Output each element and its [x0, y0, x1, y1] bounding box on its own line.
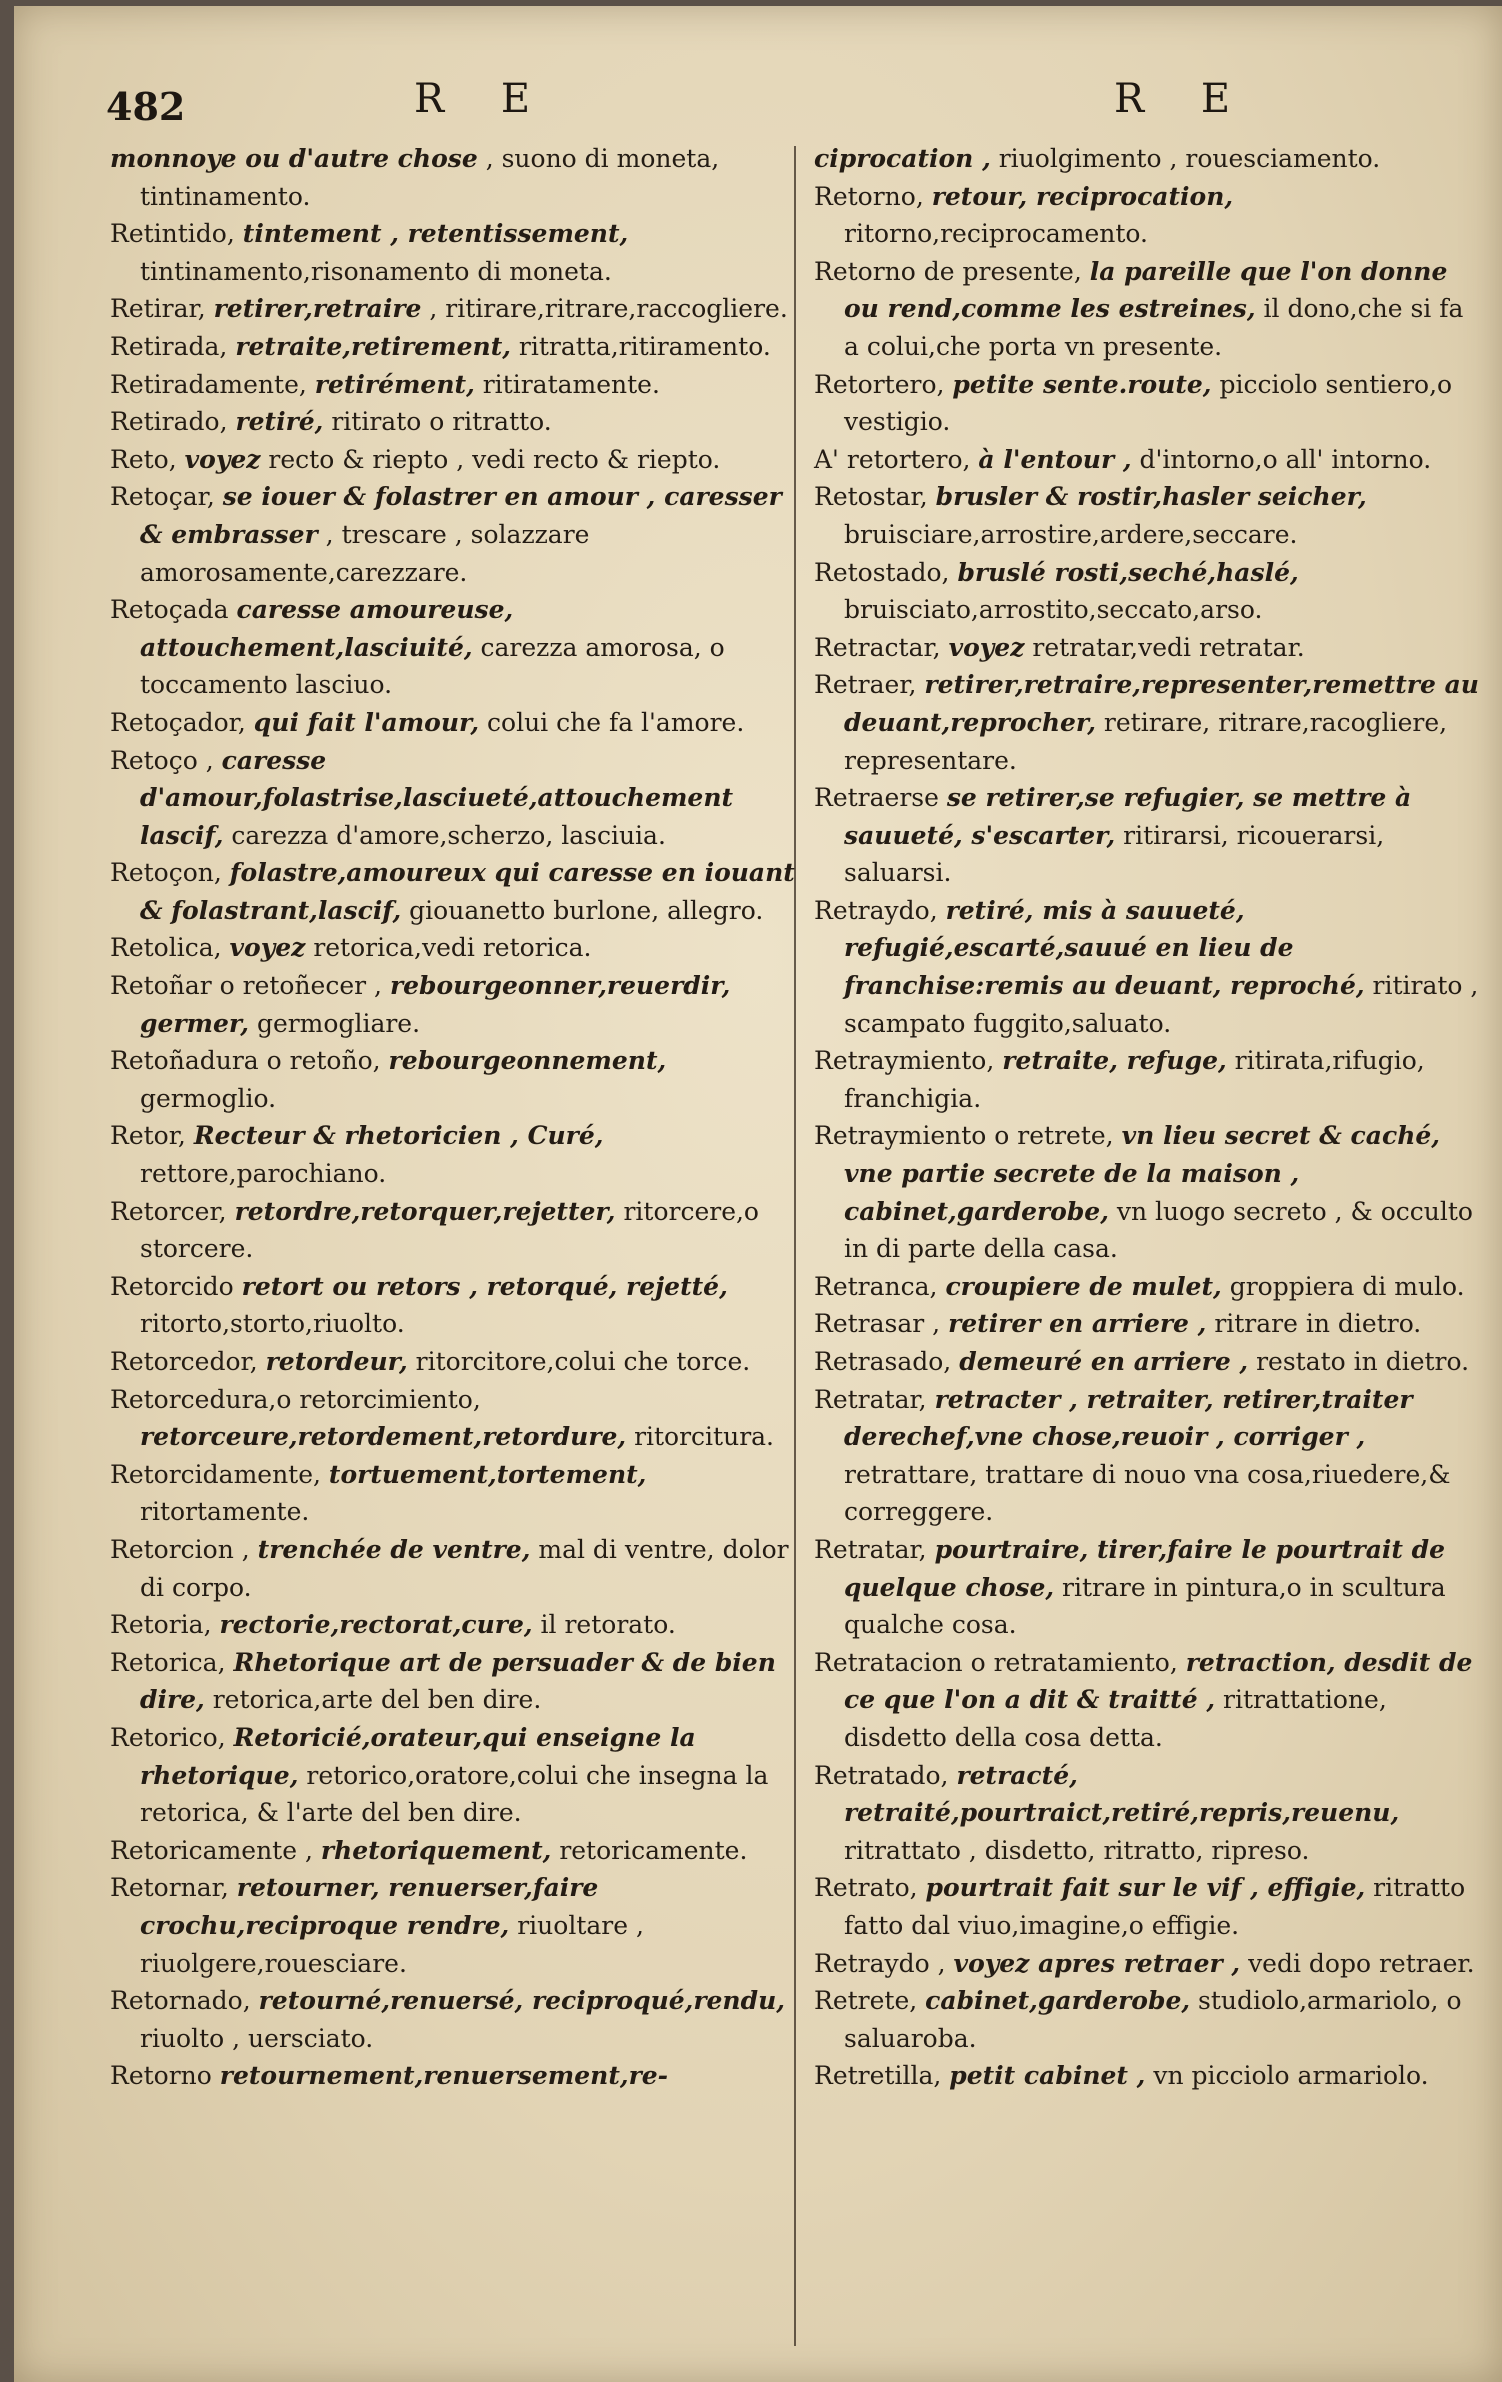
dictionary-entry — [814, 478, 1484, 553]
dictionary-entry — [110, 403, 800, 441]
french-gloss: brusler & rostir,hasler seicher, — [935, 482, 1367, 512]
french-gloss: cabinet,garderobe, — [925, 1986, 1191, 2016]
italian-gloss: retrattare, trattare di nouo vna cosa,riuedere,& correggere. — [844, 1459, 1451, 1527]
italian-gloss: ritirato o ritratto. — [331, 407, 552, 437]
french-gloss: Retoricié,orateur,qui enseigne la rhetorique, — [140, 1722, 696, 1790]
dictionary-entry — [110, 1644, 800, 1719]
headword: Retoricamente , — [110, 1835, 313, 1865]
dictionary-entry — [110, 478, 800, 591]
italian-gloss: retratar,vedi retratar. — [1032, 632, 1305, 662]
italian-gloss: bruisciato,arrostito,seccato,arso. — [844, 595, 1263, 625]
italian-gloss: ritortamente. — [140, 1497, 310, 1527]
headword: Retirado, — [110, 407, 228, 437]
headword: Retraydo , — [814, 1948, 946, 1978]
dictionary-entry — [110, 1869, 800, 1982]
dictionary-entry — [814, 629, 1484, 667]
headword: Retrasar , — [814, 1309, 941, 1339]
french-gloss: qui fait l'amour, — [253, 707, 480, 737]
book-page — [14, 6, 1502, 2382]
dictionary-entry — [110, 290, 800, 328]
headword: Retorcido — [110, 1271, 234, 1301]
french-gloss: retorceure,retordement,retordure, — [140, 1422, 627, 1452]
dictionary-entry — [814, 2057, 1484, 2095]
dictionary-entry — [814, 1268, 1484, 1306]
dictionary-entry — [814, 1343, 1484, 1381]
french-gloss: retourner, renuerser,faire crochu,reciproque rendre, — [140, 1873, 599, 1940]
french-gloss: pourtrait fait sur le vif , effigie, — [925, 1873, 1366, 1903]
french-gloss: retraite,retirement, — [235, 331, 511, 361]
headword: Retoçada — [110, 595, 229, 625]
headword: Retrete, — [814, 1986, 918, 2016]
italian-gloss: ritorcitura. — [634, 1422, 775, 1452]
french-gloss: rhetoriquement, — [320, 1835, 552, 1865]
headword: Retratacion o retratamiento, — [814, 1647, 1178, 1677]
italian-gloss: giouanetto burlone, allegro. — [409, 895, 764, 925]
headword: Retirar, — [110, 294, 206, 324]
italian-gloss: ritrattato , disdetto, ritratto, ripreso. — [844, 1835, 1310, 1865]
french-gloss: retraction, desdit de ce que l'on a dit & traitté , — [844, 1647, 1473, 1715]
french-gloss: tortuement,tortement, — [328, 1459, 647, 1489]
italian-gloss: ritorno,reciprocamento. — [844, 219, 1148, 249]
dictionary-entry — [110, 1719, 800, 1832]
headword: Retorno — [110, 2061, 212, 2091]
dictionary-entry — [814, 1945, 1484, 1983]
italian-gloss: carezza d'amore,scherzo, lasciuia. — [231, 820, 666, 850]
dictionary-entry — [110, 1832, 800, 1870]
headword: A' retortero, — [814, 444, 971, 474]
italian-gloss: recto & riepto , vedi recto & riepto. — [268, 444, 721, 474]
italian-gloss: germogliare. — [256, 1008, 421, 1038]
headword: Retoñadura o retoño, — [110, 1046, 381, 1076]
dictionary-entry — [110, 742, 800, 855]
french-gloss: retour, reciprocation, — [931, 181, 1234, 211]
french-gloss: retordre,retorquer,rejetter, — [234, 1196, 616, 1226]
headword: Retorico, — [110, 1722, 226, 1752]
french-gloss: retournement,renuersement,re- — [219, 2061, 669, 2091]
italian-gloss: retoricamente. — [559, 1835, 748, 1865]
french-gloss: ciprocation , — [814, 144, 991, 173]
dictionary-entry — [814, 253, 1484, 366]
french-gloss: caresse d'amour,folastrise,lasciueté,attouchement lascif, — [140, 745, 734, 850]
french-gloss: se retirer,se refugier, se mettre à sauueté, s'escarter, — [844, 783, 1412, 850]
dictionary-entry — [814, 1644, 1484, 1757]
french-gloss: se iouer & folastrer en amour , caresser & embrasser — [140, 482, 782, 549]
headword: Retratar, — [814, 1534, 927, 1564]
french-gloss: rectorie,rectorat,cure, — [219, 1610, 533, 1640]
dictionary-entry — [110, 2057, 800, 2095]
italian-gloss: riuoltare , riuolgere,rouesciare. — [140, 1910, 644, 1978]
dictionary-entry — [110, 1042, 800, 1117]
headword: Retintido, — [110, 219, 235, 249]
french-gloss: retourné,renuersé, reciproqué,rendu, — [258, 1986, 785, 2016]
italian-gloss: , suono di moneta, tintinamento. — [140, 144, 720, 211]
dictionary-entry — [110, 140, 800, 215]
italian-gloss: ritiratamente. — [482, 369, 660, 399]
headword: Retorcion , — [110, 1534, 250, 1564]
dictionary-entry — [110, 1193, 800, 1268]
dictionary-entry — [110, 441, 800, 479]
headword: Retornado, — [110, 1986, 251, 2016]
headword: Retiradamente, — [110, 369, 307, 399]
dictionary-entry — [110, 1531, 800, 1606]
italian-gloss: retorica,vedi retorica. — [313, 933, 592, 963]
dictionary-entry — [814, 666, 1484, 779]
headword: Retretilla, — [814, 2061, 942, 2091]
headword: Retorcedor, — [110, 1347, 258, 1376]
french-gloss: Recteur & rhetoricien , Curé, — [193, 1121, 604, 1151]
italian-gloss: ritrare in pintura,o in scultura qualche cosa. — [844, 1572, 1446, 1640]
dictionary-entry — [110, 366, 800, 404]
headword: Reto, — [110, 444, 177, 474]
french-gloss: retiré, — [235, 407, 324, 437]
french-gloss: retirer,retraire — [213, 294, 422, 324]
headword: Retraer, — [814, 670, 917, 700]
french-gloss: retirer en arriere , — [948, 1309, 1207, 1339]
french-gloss: retraite, refuge, — [1002, 1046, 1227, 1076]
italian-gloss: il dono,che si fa a colui,che porta vn presente. — [844, 294, 1464, 361]
headword: Retirada, — [110, 331, 228, 361]
italian-gloss: ritorcitore,colui che torce. — [415, 1347, 751, 1376]
dictionary-entry — [110, 1381, 800, 1456]
italian-gloss: mal di ventre, dolor di corpo. — [140, 1534, 789, 1602]
dictionary-entry — [814, 366, 1484, 441]
dictionary-entry — [110, 1606, 800, 1644]
left-column — [110, 140, 800, 2095]
dictionary-entry — [814, 1982, 1484, 2057]
running-head-right: R E — [1114, 76, 1253, 122]
page-number: 482 — [106, 84, 186, 129]
italian-gloss: groppiera di mulo. — [1229, 1271, 1465, 1301]
dictionary-entry — [814, 779, 1484, 892]
french-gloss: retirer,retraire,representer,remettre au deuant,reprocher, — [844, 670, 1479, 737]
headword: Retostar, — [814, 482, 928, 512]
italian-gloss: il retorato. — [540, 1610, 676, 1640]
italian-gloss: ritratta,ritiramento. — [518, 331, 771, 361]
french-gloss: voyez — [948, 632, 1025, 662]
italian-gloss: , trescare , solazzare amorosamente,carezzare. — [140, 519, 590, 587]
italian-gloss: ritirato , scampato fuggito,saluato. — [844, 971, 1479, 1038]
dictionary-entry — [814, 892, 1484, 1042]
dictionary-entry — [110, 1982, 800, 2057]
french-gloss: bruslé rosti,seché,haslé, — [957, 557, 1299, 587]
french-gloss: retort ou retors , retorqué, rejetté, — [241, 1271, 728, 1301]
headword: Retraymiento o retrete, — [814, 1121, 1114, 1151]
dictionary-entry — [110, 929, 800, 967]
dictionary-entry — [814, 140, 1484, 178]
dictionary-entry — [110, 328, 800, 366]
italian-gloss: riuolto , uersciato. — [140, 2023, 374, 2053]
headword: Retoria, — [110, 1610, 212, 1640]
italian-gloss: ritrare in dietro. — [1214, 1309, 1422, 1339]
dictionary-entry — [814, 1117, 1484, 1267]
italian-gloss: ritorto,storto,riuolto. — [140, 1309, 405, 1339]
dictionary-entry — [814, 1869, 1484, 1944]
headword: Retolica, — [110, 933, 222, 963]
headword: Retractar, — [814, 632, 941, 662]
italian-gloss: retirare, ritrare,racogliere, representare. — [844, 707, 1448, 775]
dictionary-entry — [110, 967, 800, 1042]
italian-gloss: retorica,arte del ben dire. — [212, 1685, 542, 1715]
dictionary-entry — [814, 1531, 1484, 1644]
italian-gloss: , ritirare,ritrare,raccogliere. — [429, 294, 788, 324]
italian-gloss: ritratto fatto dal viuo,imagine,o effigie. — [844, 1873, 1466, 1940]
headword: Retratado, — [814, 1760, 949, 1790]
italian-gloss: carezza amorosa, o toccamento lasciuo. — [140, 632, 725, 700]
headword: Retratar, — [814, 1384, 927, 1414]
headword: Retraydo, — [814, 895, 938, 925]
dictionary-entry — [110, 854, 800, 929]
headword: Retorcer, — [110, 1196, 227, 1226]
italian-gloss: d'intorno,o all' intorno. — [1139, 444, 1432, 474]
french-gloss: retordeur, — [265, 1347, 408, 1376]
headword: Retostado, — [814, 557, 950, 587]
dictionary-entry — [814, 1305, 1484, 1343]
italian-gloss: tintinamento,risonamento di moneta. — [140, 256, 612, 286]
french-gloss: voyez — [229, 933, 306, 963]
dictionary-entry — [814, 1381, 1484, 1531]
french-gloss: rebourgeonnement, — [388, 1046, 667, 1076]
french-gloss: retracter , retraiter, retirer,traiter derechef,vne chose,reuoir , corriger , — [844, 1384, 1413, 1452]
italian-gloss: studiolo,armariolo, o saluaroba. — [844, 1986, 1462, 2053]
italian-gloss: ritirata,rifugio, franchigia. — [844, 1046, 1425, 1113]
french-gloss: monnoye ou d'autre chose — [110, 144, 478, 173]
italian-gloss: ritirarsi, ricouerarsi, saluarsi. — [844, 820, 1385, 888]
italian-gloss: vn luogo secreto , & occulto in di parte della casa. — [844, 1196, 1473, 1264]
french-gloss: tintement , retentissement, — [242, 219, 629, 249]
italian-gloss: restato in dietro. — [1256, 1347, 1470, 1376]
headword: Retraymiento, — [814, 1046, 995, 1076]
dictionary-entry — [110, 1117, 800, 1192]
headword: Retorcedura,o retorcimiento, — [110, 1384, 481, 1414]
right-column — [814, 140, 1484, 2095]
headword: Retoñar o retoñecer , — [110, 971, 382, 1001]
headword: Retoço , — [110, 745, 214, 775]
italian-gloss: vn picciolo armariolo. — [1153, 2061, 1429, 2091]
french-gloss: vn lieu secret & caché, vne partie secrete de la maison , cabinet,garderobe, — [844, 1121, 1440, 1226]
dictionary-entry — [110, 1268, 800, 1343]
dictionary-entry — [110, 704, 800, 742]
headword: Retor, — [110, 1121, 186, 1151]
dictionary-entry — [110, 591, 800, 704]
dictionary-entry — [814, 441, 1484, 479]
headword: Retoçar, — [110, 482, 215, 512]
french-gloss: pourtraire, tirer,faire le pourtrait de quelque chose, — [844, 1534, 1446, 1602]
italian-gloss: picciolo sentiero,o vestigio. — [844, 369, 1453, 437]
headword: Retoçador, — [110, 707, 246, 737]
french-gloss: petite sente.route, — [952, 369, 1212, 399]
dictionary-entry — [814, 554, 1484, 629]
headword: Retoçon, — [110, 858, 222, 888]
french-gloss: croupiere de mulet, — [945, 1271, 1222, 1301]
headword: Retraerse — [814, 783, 939, 813]
headword: Retranca, — [814, 1271, 938, 1301]
french-gloss: rebourgeonner,reuerdir, germer, — [140, 971, 731, 1038]
french-gloss: à l'entour , — [978, 444, 1132, 474]
italian-gloss: retorico,oratore,colui che insegna la retorica, & l'arte del ben dire. — [140, 1760, 769, 1828]
french-gloss: la pareille que l'on donne ou rend,comme les estreines, — [844, 256, 1448, 324]
running-head-left: R E — [414, 76, 553, 122]
french-gloss: petit cabinet , — [949, 2061, 1146, 2091]
italian-gloss: ritrattatione, disdetto della cosa detta. — [844, 1685, 1387, 1752]
headword: Retorcidamente, — [110, 1459, 321, 1489]
french-gloss: voyez — [184, 444, 261, 474]
headword: Retornar, — [110, 1873, 229, 1903]
french-gloss: demeuré en arriere , — [959, 1347, 1249, 1376]
headword: Retortero, — [814, 369, 945, 399]
headword: Retorica, — [110, 1647, 226, 1677]
dictionary-entry — [814, 1042, 1484, 1117]
french-gloss: Rhetorique art de persuader & de bien dire, — [140, 1647, 776, 1715]
dictionary-entry — [110, 215, 800, 290]
french-gloss: retiré, mis à sauueté, refugié,escarté,sauué en lieu de franchise:remis au deuant, reproché, — [844, 895, 1365, 1001]
headword: Retrasado, — [814, 1347, 952, 1376]
french-gloss: voyez apres retraer , — [953, 1948, 1241, 1978]
italian-gloss: riuolgimento , rouesciamento. — [998, 144, 1381, 173]
headword: Retorno, — [814, 181, 924, 211]
headword: Retorno de presente, — [814, 256, 1082, 286]
italian-gloss: vedi dopo retraer. — [1248, 1948, 1475, 1978]
dictionary-entry — [814, 1757, 1484, 1870]
dictionary-entry — [110, 1456, 800, 1531]
french-gloss: retracté, retraité,pourtraict,retiré,repris,reuenu, — [844, 1760, 1400, 1828]
french-gloss: retirément, — [314, 369, 475, 399]
italian-gloss: germoglio. — [140, 1083, 277, 1113]
headword: Retrato, — [814, 1873, 918, 1903]
dictionary-entry — [814, 178, 1484, 253]
italian-gloss: colui che fa l'amore. — [487, 707, 745, 737]
french-gloss: trenchée de ventre, — [257, 1534, 531, 1564]
french-gloss: caresse amoureuse, attouchement,lasciuité, — [140, 595, 514, 662]
dictionary-entry — [110, 1343, 800, 1381]
french-gloss: folastre,amoureux qui caresse en iouant & folastrant,lascif, — [140, 858, 795, 925]
italian-gloss: rettore,parochiano. — [140, 1159, 387, 1189]
italian-gloss: ritorcere,o storcere. — [140, 1196, 759, 1264]
italian-gloss: bruisciare,arrostire,ardere,seccare. — [844, 519, 1298, 549]
